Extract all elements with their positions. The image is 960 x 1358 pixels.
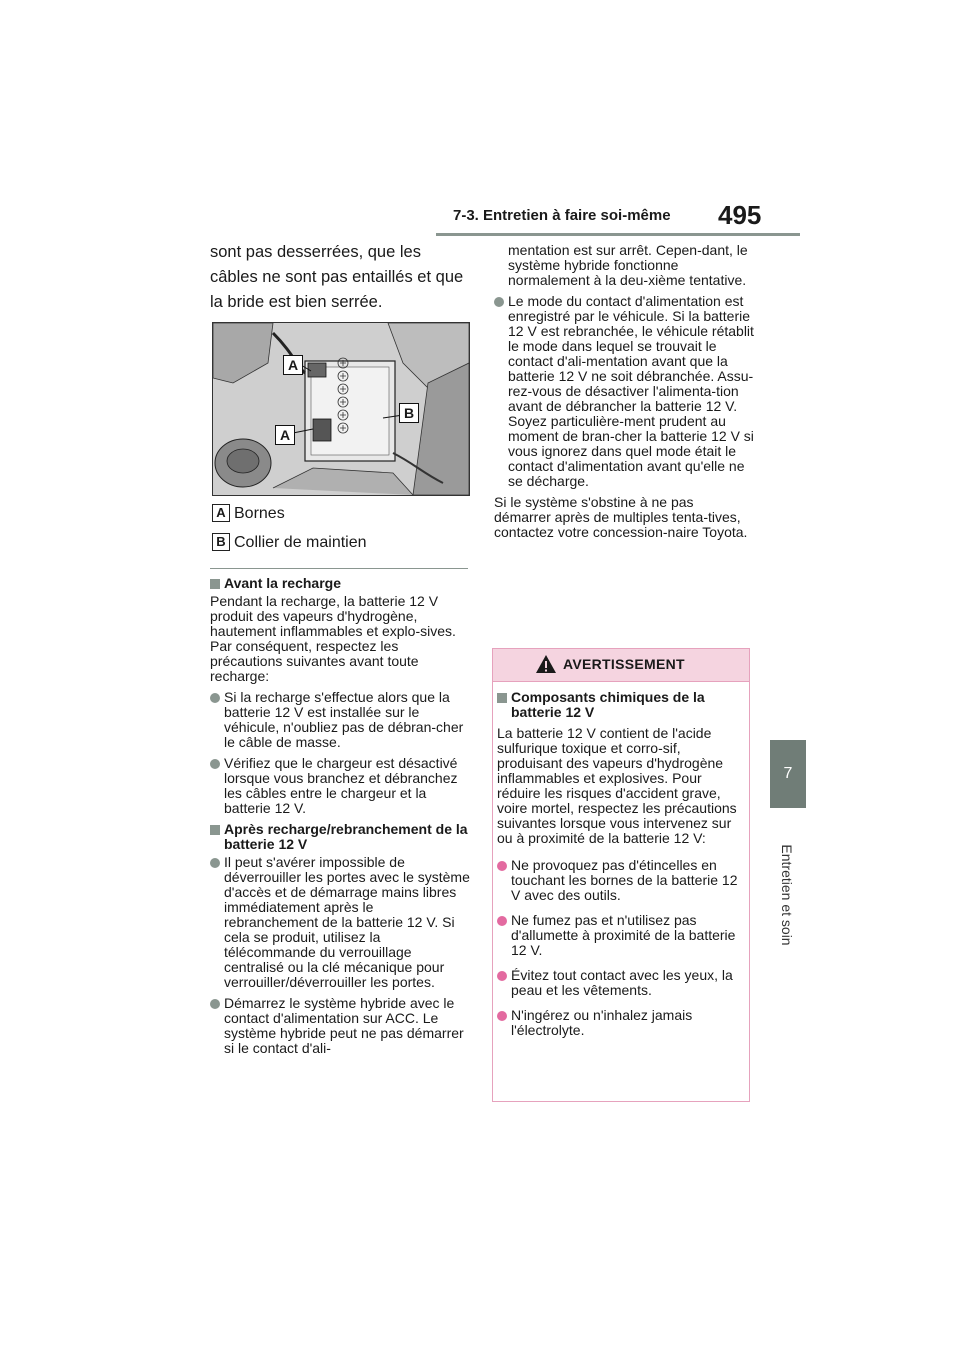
header-rule [436,233,800,236]
list-item: N'ingérez ou n'inhalez jamais l'électrolyte. [497,1008,741,1038]
legend-letter: A [212,504,230,522]
bullet-dot-icon [210,759,220,769]
chapter-side-label [772,830,802,960]
warning-intro: La batterie 12 V contient de l'acide sulfurique toxique et corro-sif, produisant des vapeurs d'hydrogène inflammables et explosives. Pour réduire les risques d'accident grave, voire mortel, respectez les précautions suivantes lorsque vous intervenez sur ou à proximité de la batterie 12 V: [497,725,737,846]
bullet-dot-icon [497,971,507,981]
legend-letter: B [212,533,230,551]
before-charge-heading: Avant la recharge [210,576,470,591]
callout-a-top: A [283,355,303,375]
list-item: Ne provoquez pas d'étincelles en touchant les bornes de la batterie 12 V avec des outils. [497,858,741,903]
callout-a-bottom: A [275,425,295,445]
list-item: Démarrez le système hybride avec le contact d'alimentation sur ACC. Le système hybride peut ne pas démarrer si le contact d'ali- [210,996,470,1056]
list-item: Évitez tout contact avec les yeux, la peau et les vêtements. [497,968,741,998]
bullet-dot-icon [494,297,504,307]
left-column [210,576,470,1062]
section-title: 7-3. Entretien à faire soi-même [453,207,671,224]
legend-label: Bornes [234,505,285,522]
right-column [494,243,754,546]
bullet-dot-icon [210,999,220,1009]
battery-illustration [212,322,470,496]
bullet-dot-icon [497,916,507,926]
list-item: Ne fumez pas et n'utilisez pas d'allumette à proximité de la batterie 12 V. [497,913,741,958]
legend-label: Collier de maintien [234,534,367,551]
callout-b: B [399,403,419,423]
bullet-dot-icon [210,858,220,868]
continuation-paragraph: mentation est sur arrêt. Cepen-dant, le système hybride fonctionne normalement à la deu-xième tentative. [508,242,748,288]
warning-box [492,648,750,1102]
bullet-dot-icon [210,693,220,703]
list-item: Il peut s'avérer impossible de déverrouiller les portes avec le système d'accès et de démarrage mains libres immédiatement après le rebranchement de la batterie 12 V. Si cela se produit, utilisez la télécommande du verrouillage centralisé ou la clé mécanique pour verrouiller/déverrouiller les portes. [210,855,470,990]
closing-paragraph: Si le système s'obstine à ne pas démarrer après de multiples tenta-tives, contactez votre concession-naire Toyota. [494,494,748,540]
warning-body [493,682,749,1038]
legend-item [212,533,367,552]
before-charge-intro: Pendant la recharge, la batterie 12 V produit des vapeurs d'hydrogène, hautement inflammables et explo-sives. Par conséquent, respectez les précautions suivantes avant toute recharge: [210,593,456,684]
warning-header [493,649,749,682]
chapter-title: Entretien et soin [779,844,795,946]
after-charge-heading: Après recharge/rebranchement de la batterie 12 V [210,822,470,852]
warning-title: AVERTISSEMENT [563,656,685,672]
page-number: 495 [718,200,762,230]
bullet-dot-icon [497,861,507,871]
legend-item [212,504,285,523]
section-divider [210,568,468,569]
warning-heading: Composants chimiques de la batterie 12 V [497,690,741,720]
warning-triangle-icon [535,653,557,675]
list-item: Si la recharge s'effectue alors que la batterie 12 V est installée sur le véhicule, n'oubliez pas de débran-cher le câble de masse. [210,690,470,750]
list-item: Vérifiez que le chargeur est désactivé lorsque vous branchez et débranchez les câbles entre le chargeur et la batterie 12 V. [210,756,470,816]
bullet-dot-icon [497,1011,507,1021]
chapter-tab: 7 [770,740,806,808]
list-item: Le mode du contact d'alimentation est enregistré par le véhicule. Si la batterie 12 V est rebranchée, le véhicule rétablit le mode dans lequel se trouvait le contact d'ali-mentation avant que la batterie 12 V ne soit débranchée. Assu-rez-vous de désactiver l'alimenta-tion avant de débrancher la batterie 12 V. Soyez particulière-ment prudent au moment de bran-cher la batterie 12 V si vous ignorez dans quel mode était le contact d'alimentation avant qu'elle ne se décharge. [494,294,754,489]
lead-paragraph: sont pas desserrées, que les câbles ne sont pas entaillés et que la bride est bien serrée. [210,243,464,311]
